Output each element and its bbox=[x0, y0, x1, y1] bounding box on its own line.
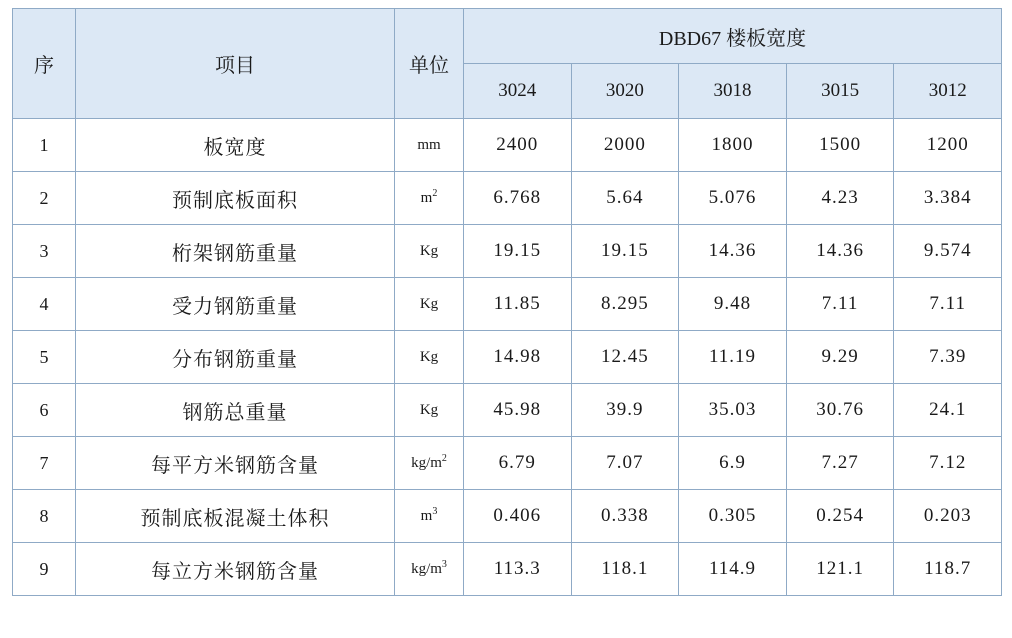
table-row bbox=[13, 490, 1002, 543]
table-row bbox=[13, 437, 1002, 490]
unit-text: Kg bbox=[419, 401, 439, 418]
row-value-3018: 6.9 bbox=[679, 437, 787, 490]
row-unit bbox=[395, 225, 464, 278]
row-value-3018: 114.9 bbox=[679, 543, 787, 596]
row-value-3015: 14.36 bbox=[786, 225, 894, 278]
row-value-3015: 30.76 bbox=[786, 384, 894, 437]
row-item: 每平方米钢筋含量 bbox=[76, 437, 395, 490]
row-seq: 7 bbox=[13, 437, 76, 490]
row-item: 预制底板面积 bbox=[76, 172, 395, 225]
unit-text: m bbox=[420, 189, 433, 206]
table-header bbox=[13, 9, 1002, 119]
row-value-3012: 118.7 bbox=[894, 543, 1002, 596]
header-col-3015: 3015 bbox=[786, 64, 894, 119]
row-seq: 6 bbox=[13, 384, 76, 437]
unit-text: Kg bbox=[419, 242, 439, 259]
header-unit: 单位 bbox=[395, 9, 464, 119]
table-row bbox=[13, 384, 1002, 437]
header-col-3024: 3024 bbox=[464, 64, 572, 119]
row-seq: 2 bbox=[13, 172, 76, 225]
row-value-3015: 7.11 bbox=[786, 278, 894, 331]
row-value-3020: 2000 bbox=[571, 119, 679, 172]
row-value-3024: 6.768 bbox=[464, 172, 572, 225]
row-unit bbox=[395, 490, 464, 543]
row-seq: 4 bbox=[13, 278, 76, 331]
header-col-3020: 3020 bbox=[571, 64, 679, 119]
table-row bbox=[13, 225, 1002, 278]
row-item: 预制底板混凝土体积 bbox=[76, 490, 395, 543]
row-value-3020: 39.9 bbox=[571, 384, 679, 437]
row-value-3020: 19.15 bbox=[571, 225, 679, 278]
unit-text: kg/m bbox=[411, 560, 442, 577]
row-value-3024: 2400 bbox=[464, 119, 572, 172]
unit-text: kg/m bbox=[411, 454, 442, 471]
row-value-3018: 14.36 bbox=[679, 225, 787, 278]
unit-text: m bbox=[420, 507, 433, 524]
header-item: 项目 bbox=[76, 9, 395, 119]
row-value-3015: 7.27 bbox=[786, 437, 894, 490]
row-seq: 3 bbox=[13, 225, 76, 278]
row-value-3015: 4.23 bbox=[786, 172, 894, 225]
table-row bbox=[13, 543, 1002, 596]
row-item: 钢筋总重量 bbox=[76, 384, 395, 437]
table-row bbox=[13, 331, 1002, 384]
row-value-3012: 9.574 bbox=[894, 225, 1002, 278]
row-value-3020: 8.295 bbox=[571, 278, 679, 331]
unit-exponent: 2 bbox=[441, 452, 447, 464]
row-value-3015: 0.254 bbox=[786, 490, 894, 543]
header-col-3018: 3018 bbox=[679, 64, 787, 119]
row-value-3015: 1500 bbox=[786, 119, 894, 172]
unit-text: Kg bbox=[419, 348, 439, 365]
unit-text: Kg bbox=[419, 295, 439, 312]
slab-spec-table bbox=[12, 8, 1002, 596]
row-seq: 1 bbox=[13, 119, 76, 172]
table-row bbox=[13, 278, 1002, 331]
unit-exponent: 3 bbox=[441, 558, 447, 570]
header-group-width: DBD67 楼板宽度 bbox=[464, 9, 1002, 64]
header-col-3012: 3012 bbox=[894, 64, 1002, 119]
row-unit bbox=[395, 278, 464, 331]
row-value-3012: 24.1 bbox=[894, 384, 1002, 437]
row-value-3024: 113.3 bbox=[464, 543, 572, 596]
row-value-3012: 3.384 bbox=[894, 172, 1002, 225]
unit-exponent: 3 bbox=[432, 505, 438, 517]
row-item: 每立方米钢筋含量 bbox=[76, 543, 395, 596]
row-value-3020: 7.07 bbox=[571, 437, 679, 490]
row-value-3015: 121.1 bbox=[786, 543, 894, 596]
table-row bbox=[13, 172, 1002, 225]
row-seq: 9 bbox=[13, 543, 76, 596]
row-item: 桁架钢筋重量 bbox=[76, 225, 395, 278]
row-seq: 8 bbox=[13, 490, 76, 543]
row-value-3012: 1200 bbox=[894, 119, 1002, 172]
row-value-3018: 9.48 bbox=[679, 278, 787, 331]
row-unit bbox=[395, 331, 464, 384]
row-value-3012: 0.203 bbox=[894, 490, 1002, 543]
table-header-row-top bbox=[13, 9, 1002, 64]
row-value-3012: 7.12 bbox=[894, 437, 1002, 490]
row-value-3018: 11.19 bbox=[679, 331, 787, 384]
row-value-3024: 0.406 bbox=[464, 490, 572, 543]
row-value-3020: 12.45 bbox=[571, 331, 679, 384]
row-value-3015: 9.29 bbox=[786, 331, 894, 384]
header-seq: 序 bbox=[13, 9, 76, 119]
row-value-3020: 5.64 bbox=[571, 172, 679, 225]
row-value-3012: 7.39 bbox=[894, 331, 1002, 384]
unit-text: mm bbox=[417, 136, 441, 153]
row-value-3020: 118.1 bbox=[571, 543, 679, 596]
row-unit bbox=[395, 172, 464, 225]
row-item: 板宽度 bbox=[76, 119, 395, 172]
row-value-3024: 11.85 bbox=[464, 278, 572, 331]
row-value-3024: 14.98 bbox=[464, 331, 572, 384]
row-item: 受力钢筋重量 bbox=[76, 278, 395, 331]
row-value-3012: 7.11 bbox=[894, 278, 1002, 331]
row-unit bbox=[395, 543, 464, 596]
row-value-3024: 19.15 bbox=[464, 225, 572, 278]
row-value-3024: 45.98 bbox=[464, 384, 572, 437]
row-value-3018: 1800 bbox=[679, 119, 787, 172]
row-unit bbox=[395, 437, 464, 490]
row-unit bbox=[395, 119, 464, 172]
row-seq: 5 bbox=[13, 331, 76, 384]
unit-exponent: 2 bbox=[432, 187, 438, 199]
row-item: 分布钢筋重量 bbox=[76, 331, 395, 384]
row-value-3018: 0.305 bbox=[679, 490, 787, 543]
row-value-3018: 5.076 bbox=[679, 172, 787, 225]
row-value-3024: 6.79 bbox=[464, 437, 572, 490]
row-value-3018: 35.03 bbox=[679, 384, 787, 437]
table-row bbox=[13, 119, 1002, 172]
row-unit bbox=[395, 384, 464, 437]
row-value-3020: 0.338 bbox=[571, 490, 679, 543]
table-body bbox=[13, 119, 1002, 596]
